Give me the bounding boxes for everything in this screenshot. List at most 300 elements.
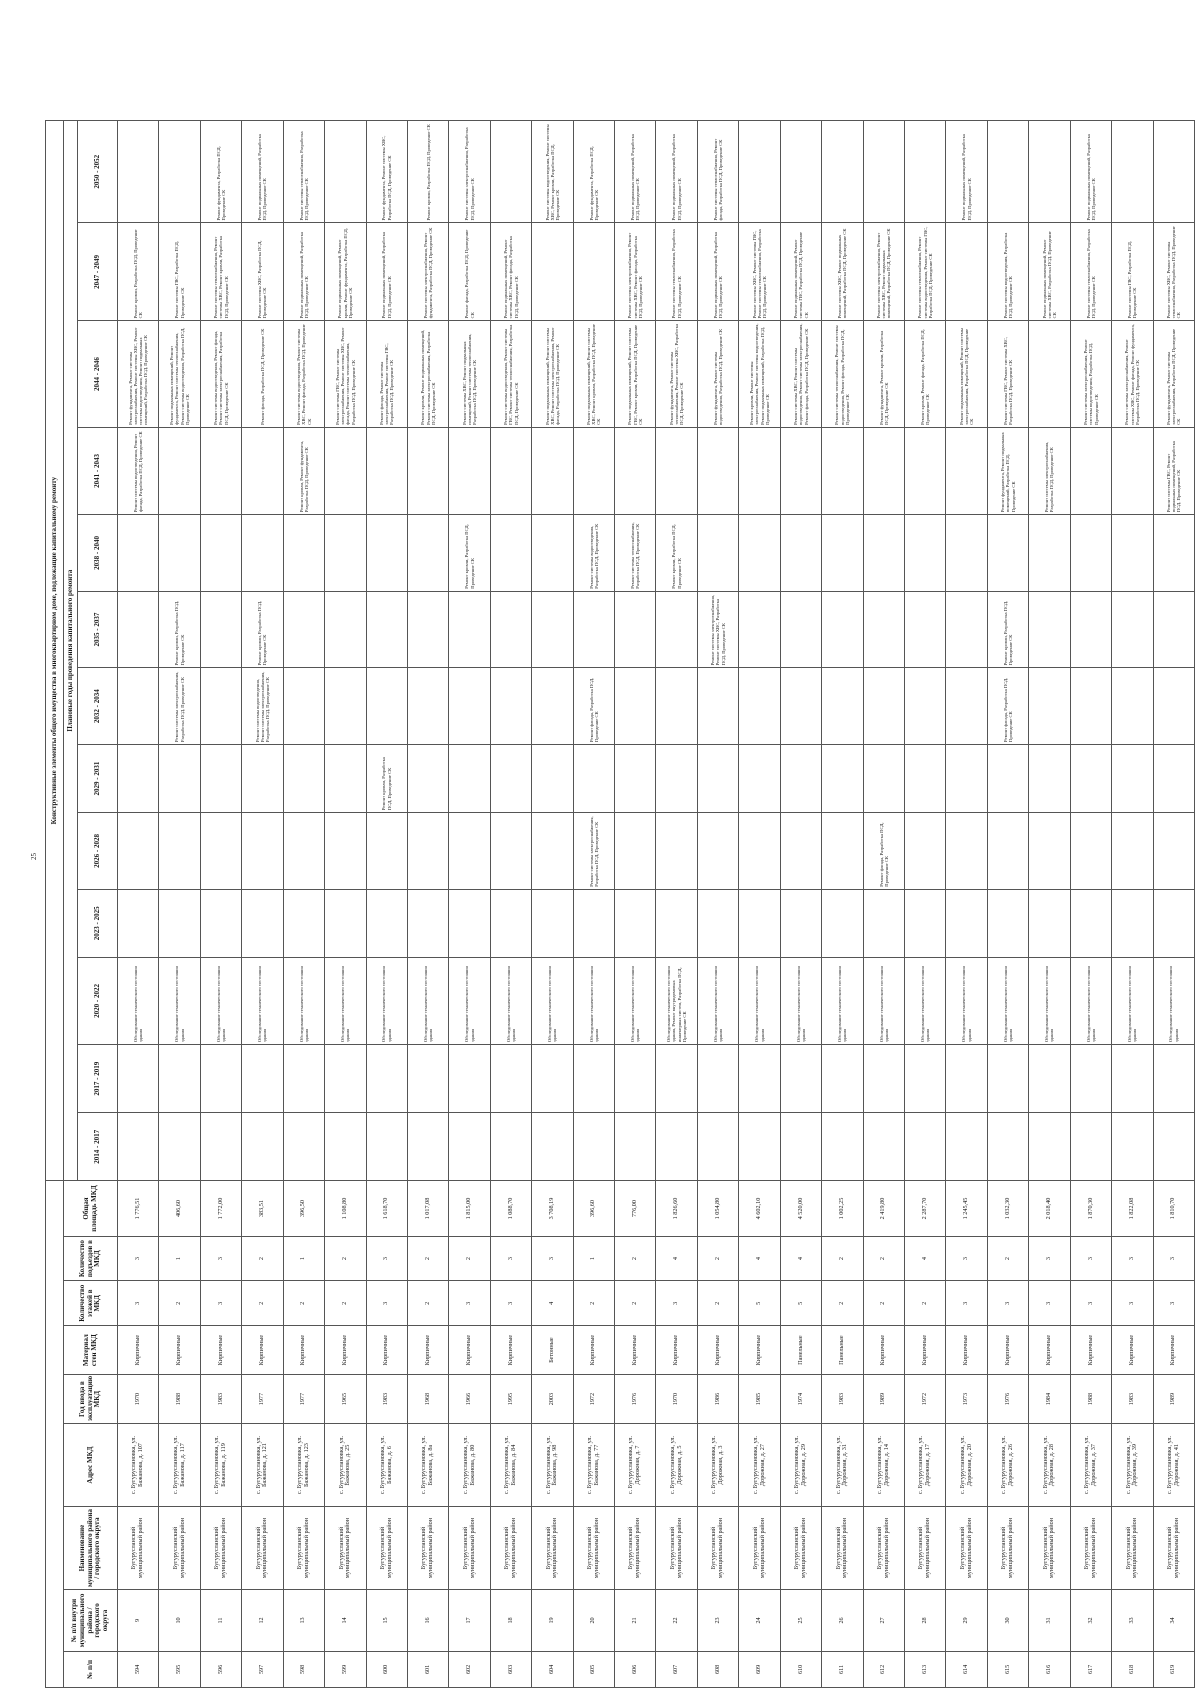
commission-year-cell: 1977 [283,1375,324,1424]
wall-material-cell: Кирпичные [1070,1326,1111,1375]
table-row [1029,121,1070,1688]
table-row [1070,121,1111,1688]
floors-cell: 2 [283,1281,324,1326]
entrances-cell: 3 [366,1236,407,1281]
row-number-mun-cell: 33 [1112,1590,1153,1652]
repair-work-cell: Ремонт системы ГВС, Ремонт подвальных помещений, Разработка ПСД, Проведение СК [1153,427,1194,514]
table-subtitle: Плановые годы проведения капитального ремонта [64,121,78,1181]
table-row [863,121,904,1688]
repair-work-cell: Обследование технического состояния здания [532,957,573,1044]
repair-work-cell: Ремонт системы теплоснабжения, Разработка ПСД, Проведение СК [1070,223,1111,321]
repair-work-cell [159,121,200,223]
repair-work-cell: Обследование технического состояния здания [449,957,490,1044]
floors-cell: 3 [987,1281,1028,1326]
repair-work-cell [242,1113,283,1181]
repair-work-cell [1112,1113,1153,1181]
table-row [822,121,863,1688]
col-year: Год ввода в эксплуатацию МКД [64,1375,118,1424]
repair-work-cell [656,889,697,957]
row-number-cell: 599 [325,1651,366,1687]
municipality-cell: Бугурусланский муниципальный район [946,1507,987,1590]
entrances-cell: 3 [532,1236,573,1281]
address-cell: с. Бугуруслановка, ул. Бажанова, д. 98 [532,1424,573,1507]
repair-work-cell [946,591,987,668]
repair-work-cell [946,1113,987,1181]
address-cell: с. Бугуруслановка, ул. Бажанова, д. 119 [200,1424,241,1507]
total-area-cell: 2 419,80 [863,1181,904,1236]
period-header: 2044 - 2046 [78,321,118,427]
period-header: 2041 - 2043 [78,427,118,514]
repair-work-cell [283,813,324,890]
repair-work-cell: Ремонт системы водоотведения, Ремонт системы ГВС, Ремонт системы теплоснабжения, Разработка ПСД, Проведение СК [490,321,531,427]
repair-work-cell [325,121,366,223]
address-cell: с. Бугуруслановка, ул. Бажанова, д. 117 [159,1424,200,1507]
repair-work-cell [118,889,159,957]
repair-work-cell [1029,813,1070,890]
repair-work-cell [118,668,159,745]
repair-work-cell: Обследование технического состояния здания [863,957,904,1044]
wall-material-cell: Кирпичные [200,1326,241,1375]
address-cell: с. Бугуруслановка, ул. Дорожная, д. 5 [656,1424,697,1507]
repair-work-cell [739,1113,780,1181]
repair-work-cell: Ремонт системы электроснабжения, Ремонт системы водоотведения, Разработка ПСД, Проведение СК [1070,321,1111,427]
row-number-cell: 611 [822,1651,863,1687]
commission-year-cell: 1983 [200,1375,241,1424]
repair-work-cell [1029,889,1070,957]
municipality-cell: Бугурусланский муниципальный район [987,1507,1028,1590]
repair-work-cell: Ремонт системы теплоснабжения, Разработка ПСД, Проведение СК [615,515,656,592]
municipality-cell: Бугурусланский муниципальный район [366,1507,407,1590]
address-cell: с. Бугуруслановка, ул. Дорожная, д. 39 [1112,1424,1153,1507]
total-area-cell: 1 108,80 [325,1181,366,1236]
repair-work-cell: Обследование технического состояния здания [1029,957,1070,1044]
repair-work-cell [573,889,614,957]
row-number-cell: 604 [532,1651,573,1687]
repair-work-cell: Ремонт кровли, Разработка ПСД, Проведение СК [987,591,1028,668]
total-area-cell: 1 002,25 [822,1181,863,1236]
repair-work-cell [200,889,241,957]
repair-work-cell: Ремонт фасада, Разработка ПСД, Проведение СК [449,223,490,321]
table-row [532,121,573,1688]
table-row [407,121,448,1688]
address-cell: с. Бугуруслановка, ул. Дорожная, д. 3 [697,1424,738,1507]
repair-work-cell [905,1113,946,1181]
row-number-cell: 617 [1070,1651,1111,1687]
repair-work-cell [1070,889,1111,957]
repair-work-cell [822,1113,863,1181]
repair-work-cell [283,668,324,745]
row-number-cell: 605 [573,1651,614,1687]
repair-work-cell: Ремонт системы водоотведения, Ремонт фасада, Разработка ПСД, Проведение СК [118,427,159,514]
repair-work-cell [1029,668,1070,745]
repair-work-cell [863,1045,904,1113]
repair-work-cell [200,744,241,812]
repair-work-cell: Ремонт кровли, Разработка ПСД, Проведение СК [656,515,697,592]
repair-work-cell: Ремонт подвальных помещений, Разработка ПСД, Проведение СК [366,223,407,321]
repair-work-cell [905,889,946,957]
floors-cell: 2 [615,1281,656,1326]
address-cell: с. Бугуруслановка, ул. Бажанова, д. 77 [573,1424,614,1507]
repair-work-cell [987,744,1028,812]
repair-work-cell [283,744,324,812]
repair-work-cell: Ремонт подвальных помещений, Ремонт системы ГВС, Разработка ПСД, Проведение СК [780,223,821,321]
address-cell: с. Бугуруслановка, ул. Дорожная, д. 28 [1029,1424,1070,1507]
row-number-cell: 602 [449,1651,490,1687]
repair-work-cell: Обследование технического состояния здания [905,957,946,1044]
row-number-mun-cell: 24 [739,1590,780,1652]
repair-work-cell [987,813,1028,890]
entrances-cell: 2 [987,1236,1028,1281]
entrances-cell: 3 [118,1236,159,1281]
repair-work-cell [490,427,531,514]
repair-work-cell [822,427,863,514]
repair-work-cell: Ремонт кровли, Ремонт фундамента, Разработка ПСД, Проведение СК [283,427,324,514]
total-area-cell: 776,00 [615,1181,656,1236]
repair-work-cell: Ремонт кровли, Разработка ПСД, Проведение СК [366,744,407,812]
commission-year-cell: 1972 [573,1375,614,1424]
table-row [615,121,656,1688]
municipality-cell: Бугурусланский муниципальный район [159,1507,200,1590]
total-area-cell: 1 054,80 [697,1181,738,1236]
commission-year-cell: 1972 [905,1375,946,1424]
wall-material-cell: Панельные [780,1326,821,1375]
repair-work-cell [780,889,821,957]
municipality-cell: Бугурусланский муниципальный район [1029,1507,1070,1590]
repair-work-cell [905,121,946,223]
floors-cell: 2 [573,1281,614,1326]
repair-work-cell [407,515,448,592]
address-cell: с. Бугуруслановка, ул. Бажанова, д. 123 [283,1424,324,1507]
repair-work-cell [242,1045,283,1113]
entrances-cell: 4 [780,1236,821,1281]
municipality-cell: Бугурусланский муниципальный район [1070,1507,1111,1590]
floors-cell: 2 [242,1281,283,1326]
row-number-mun-cell: 31 [1029,1590,1070,1652]
repair-work-cell: Ремонт подвальных помещений, Разработка ПСД, Проведение СК [615,121,656,223]
repair-work-cell [1153,744,1194,812]
repair-work-cell [407,668,448,745]
address-cell: с. Бугуруслановка, ул. Дорожная, д. 14 [863,1424,904,1507]
table-row [780,121,821,1688]
row-number-mun-cell: 10 [159,1590,200,1652]
municipality-cell: Бугурусланский муниципальный район [780,1507,821,1590]
total-area-cell: 1 245,45 [946,1181,987,1236]
wall-material-cell: Кирпичные [159,1326,200,1375]
repair-work-cell: Ремонт подвальных помещений, Разработка ПСД, Проведение СК [656,121,697,223]
floors-cell: 3 [449,1281,490,1326]
repair-work-cell: Ремонт фасада, Разработка ПСД, Проведение СК [987,668,1028,745]
entrances-cell: 3 [1029,1236,1070,1281]
repair-work-cell: Ремонт фундамента, Ремонт системы электроснабжения, Ремонт системы ХВС, Ремонт системы водоотведения, Ремонт подвальных помещений, Разработка ПСД, Проведение СК [118,321,159,427]
repair-work-cell: Ремонт системы ХВС, Ремонт системы ГВС, Ремонт системы теплоснабжения, Разработка ПСД, Проведение СК [739,223,780,321]
address-cell: с. Бугуруслановка, ул. Дорожная, д. 29 [780,1424,821,1507]
repair-work-cell [325,591,366,668]
row-number-mun-cell: 11 [200,1590,241,1652]
repair-work-cell [242,889,283,957]
row-number-cell: 618 [1112,1651,1153,1687]
floors-cell: 3 [1153,1281,1194,1326]
repair-work-cell [407,813,448,890]
repair-work-cell [532,1113,573,1181]
repair-work-cell [200,427,241,514]
repair-work-cell [325,427,366,514]
repair-work-cell [490,668,531,745]
repair-work-cell [1112,591,1153,668]
wall-material-cell: Кирпичные [490,1326,531,1375]
table-row [283,121,324,1688]
period-header: 2029 - 2031 [78,744,118,812]
repair-work-cell [863,427,904,514]
municipality-cell: Бугурусланский муниципальный район [242,1507,283,1590]
commission-year-cell: 1976 [987,1375,1028,1424]
repair-work-cell [1112,744,1153,812]
period-header: 2017 - 2019 [78,1045,118,1113]
repair-work-cell [739,668,780,745]
municipality-cell: Бугурусланский муниципальный район [822,1507,863,1590]
period-header: 2047 - 2049 [78,223,118,321]
repair-work-cell: Ремонт системы ХВС, Ремонт подвальных помещений, Разработка ПСД, Проведение СК [822,223,863,321]
repair-work-cell [739,744,780,812]
repair-work-cell [325,1045,366,1113]
repair-work-cell [532,813,573,890]
commission-year-cell: 1976 [615,1375,656,1424]
repair-work-cell: Ремонт фундамента, Ремонт системы электроснабжения, Разработка ПСД, Проведение СК [1153,321,1194,427]
repair-work-cell [822,889,863,957]
row-number-mun-cell: 17 [449,1590,490,1652]
wall-material-cell: Кирпичные [325,1326,366,1375]
repair-work-cell: Ремонт системы ХВС, Ремонт подвальных помещений, Ремонт системы теплоснабжения, Разработка ПСД, Проведение СК [449,321,490,427]
row-number-cell: 606 [615,1651,656,1687]
repair-work-cell [1029,321,1070,427]
repair-work-cell [822,121,863,223]
repair-work-cell: Ремонт системы ГВС, Разработка ПСД, Проведение СК [1112,223,1153,321]
repair-work-cell: Обследование технического состояния здания [615,957,656,1044]
repair-work-cell [283,1045,324,1113]
row-number-cell: 609 [739,1651,780,1687]
total-area-cell: 1 618,70 [366,1181,407,1236]
repair-work-cell: Ремонт системы ГВС, Разработка ПСД, Проведение СК [159,223,200,321]
commission-year-cell: 1984 [1029,1375,1070,1424]
col-floors: Количество этажей в МКД [64,1281,118,1326]
floors-cell: 3 [118,1281,159,1326]
commission-year-cell: 1977 [242,1375,283,1424]
wall-material-cell: Кирпичные [1029,1326,1070,1375]
repair-work-cell [573,223,614,321]
repair-work-cell [739,813,780,890]
total-area-cell: 1 826,60 [656,1181,697,1236]
period-header: 2023 - 2025 [78,889,118,957]
entrances-cell: 3 [946,1236,987,1281]
total-area-cell: 1 870,30 [1070,1181,1111,1236]
repair-work-cell [1070,813,1111,890]
floors-cell: 2 [697,1281,738,1326]
repair-work-cell [242,515,283,592]
repair-work-cell [159,1113,200,1181]
entrances-cell: 3 [490,1236,531,1281]
address-cell: с. Бугуруслановка, ул. Бажанова, д. 84 [490,1424,531,1507]
repair-work-cell [118,744,159,812]
municipality-cell: Бугурусланский муниципальный район [407,1507,448,1590]
wall-material-cell: Кирпичные [1153,1326,1194,1375]
repair-work-cell: Обследование технического состояния здания [159,957,200,1044]
entrances-cell: 2 [822,1236,863,1281]
total-area-cell: 1 088,70 [490,1181,531,1236]
total-area-cell: 396,60 [573,1181,614,1236]
capital-repair-table [45,120,1195,1688]
col-entrances: Количество подъездов в МКД [64,1236,118,1281]
repair-work-cell [615,427,656,514]
row-number-cell: 616 [1029,1651,1070,1687]
entrances-cell: 2 [863,1236,904,1281]
repair-work-cell [532,668,573,745]
repair-work-cell: Ремонт системы теплоснабжения, Ремонт системы водоотведения, Ремонт системы ГВС, Разработка ПСД, Проведение СК [905,223,946,321]
repair-work-cell: Ремонт системы электроснабжения, Ремонт системы ХВС, Ремонт фасада, Разработка ПСД, Проведение СК [615,223,656,321]
total-area-cell: 406,60 [159,1181,200,1236]
repair-work-cell [987,121,1028,223]
total-area-cell: 1 772,00 [200,1181,241,1236]
wall-material-cell: Бетонные [532,1326,573,1375]
row-number-mun-cell: 29 [946,1590,987,1652]
repair-work-cell: Ремонт кровли, Ремонт фасада, Разработка ПСД, Проведение СК [905,321,946,427]
repair-work-cell: Ремонт системы ГВС, Ремонт системы электроснабжения, Ремонт системы ХВС, Ремонт фасада, Ремонт системы теплоснабжения, Разработка ПСД, Проведение СК [325,321,366,427]
total-area-cell: 1 822,08 [1112,1181,1153,1236]
floors-cell: 4 [532,1281,573,1326]
address-cell: с. Бугуруслановка, ул. Бажанова, д. 107 [118,1424,159,1507]
repair-work-cell [407,1113,448,1181]
row-number-mun-cell: 16 [407,1590,448,1652]
repair-work-cell [118,515,159,592]
commission-year-cell: 1970 [656,1375,697,1424]
repair-work-cell [656,1045,697,1113]
repair-work-cell [739,591,780,668]
table-body [118,121,1195,1688]
repair-work-cell [1070,427,1111,514]
row-number-cell: 597 [242,1651,283,1687]
entrances-cell: 3 [200,1236,241,1281]
repair-work-cell [159,427,200,514]
municipality-cell: Бугурусланский муниципальный район [490,1507,531,1590]
repair-work-cell [366,813,407,890]
row-number-cell: 610 [780,1651,821,1687]
table-row [159,121,200,1688]
municipality-cell: Бугурусланский муниципальный район [739,1507,780,1590]
wall-material-cell: Кирпичные [573,1326,614,1375]
wall-material-cell: Кирпичные [1112,1326,1153,1375]
repair-work-cell [656,668,697,745]
repair-work-cell [242,744,283,812]
repair-work-cell: Ремонт системы электроснабжения, Разработка ПСД, Проведение СК [573,813,614,890]
repair-work-cell: Ремонт системы ХВС, Ремонт системы теплоснабжения, Разработка ПСД, Проведение СК [1153,223,1194,321]
total-area-cell: 2 018,40 [1029,1181,1070,1236]
table-row [697,121,738,1688]
municipality-cell: Бугурусланский муниципальный район [697,1507,738,1590]
repair-work-cell [822,515,863,592]
repair-work-cell [1112,427,1153,514]
repair-work-cell: Обследование технического состояния здания [325,957,366,1044]
repair-work-cell [490,744,531,812]
repair-work-cell [905,813,946,890]
repair-work-cell [1070,668,1111,745]
repair-work-cell: Ремонт системы электроснабжения, Разработка ПСД, Проведение СК [449,121,490,223]
repair-work-cell [1153,1045,1194,1113]
commission-year-cell: 1983 [822,1375,863,1424]
municipality-cell: Бугурусланский муниципальный район [283,1507,324,1590]
repair-work-cell: Ремонт подвальных помещений, Ремонт системы ХВС, Ремонт фасада, Разработка ПСД, Проведение СК [490,223,531,321]
repair-work-cell: Ремонт кровли, Ремонт системы электроснабжения, Ремонт системы водоотведения, Ремонт подвальных помещений, Разработка ПСД, Проведение СК [739,321,780,427]
floors-cell: 3 [946,1281,987,1326]
period-header: 2026 - 2028 [78,813,118,890]
repair-work-cell [905,668,946,745]
floors-cell: 2 [325,1281,366,1326]
entrances-cell: 1 [159,1236,200,1281]
row-number-mun-cell: 28 [905,1590,946,1652]
repair-work-cell [822,668,863,745]
repair-work-cell [697,427,738,514]
address-cell: с. Бугуруслановка, ул. Дорожная, д. 17 [905,1424,946,1507]
repair-work-cell [1112,813,1153,890]
page-number: 25 [30,853,38,860]
entrances-cell: 1 [573,1236,614,1281]
repair-work-cell [366,591,407,668]
repair-work-cell [946,813,987,890]
rotated-table-wrapper [45,120,1195,1688]
repair-work-cell [780,1113,821,1181]
repair-work-cell: Ремонт системы водоотведения, Ремонт фасада, Ремонт системы электроснабжения, Разработка ПСД, Проведение СК [200,321,241,427]
wall-material-cell: Кирпичные [739,1326,780,1375]
repair-work-cell [532,1045,573,1113]
repair-work-cell [780,744,821,812]
repair-work-cell [283,591,324,668]
wall-material-cell: Кирпичные [118,1326,159,1375]
wall-material-cell: Кирпичные [283,1326,324,1375]
repair-work-cell [863,744,904,812]
repair-work-cell [697,515,738,592]
col-mun: Наименование муниципального района / городского округа [64,1507,118,1590]
period-header: 2035 - 2037 [78,591,118,668]
repair-work-cell [905,591,946,668]
repair-work-cell [615,744,656,812]
repair-work-cell [656,1113,697,1181]
repair-work-cell: Ремонт системы электроснабжения, Разработка ПСД, Проведение СК [159,668,200,745]
repair-work-cell [159,744,200,812]
row-number-cell: 600 [366,1651,407,1687]
row-number-cell: 612 [863,1651,904,1687]
table-row [905,121,946,1688]
commission-year-cell: 1989 [1153,1375,1194,1424]
repair-work-cell: Ремонт кровли, Разработка ПСД, Проведение СК [407,121,448,223]
floors-cell: 3 [366,1281,407,1326]
table-row [449,121,490,1688]
municipality-cell: Бугурусланский муниципальный район [905,1507,946,1590]
repair-work-cell [1153,813,1194,890]
repair-work-cell [159,1045,200,1113]
total-area-cell: 4 602,10 [739,1181,780,1236]
repair-work-cell [822,591,863,668]
repair-work-cell [325,1113,366,1181]
repair-work-cell [449,1113,490,1181]
total-area-cell: 383,51 [242,1181,283,1236]
repair-work-cell [1029,1045,1070,1113]
repair-work-cell [1112,121,1153,223]
repair-work-cell [449,813,490,890]
table-row [490,121,531,1688]
table-row [739,121,780,1688]
repair-work-cell: Ремонт подвальных помещений, Ремонт системы ГВС, Ремонт кровли, Разработка ПСД, Проведение СК [615,321,656,427]
entrances-cell: 3 [1153,1236,1194,1281]
repair-work-cell: Ремонт системы ГВС, Ремонт системы ХВС, Разработка ПСД, Проведение СК [987,321,1028,427]
repair-work-cell [490,889,531,957]
repair-work-cell: Ремонт кровли, Разработка ПСД, Проведение СК [449,515,490,592]
